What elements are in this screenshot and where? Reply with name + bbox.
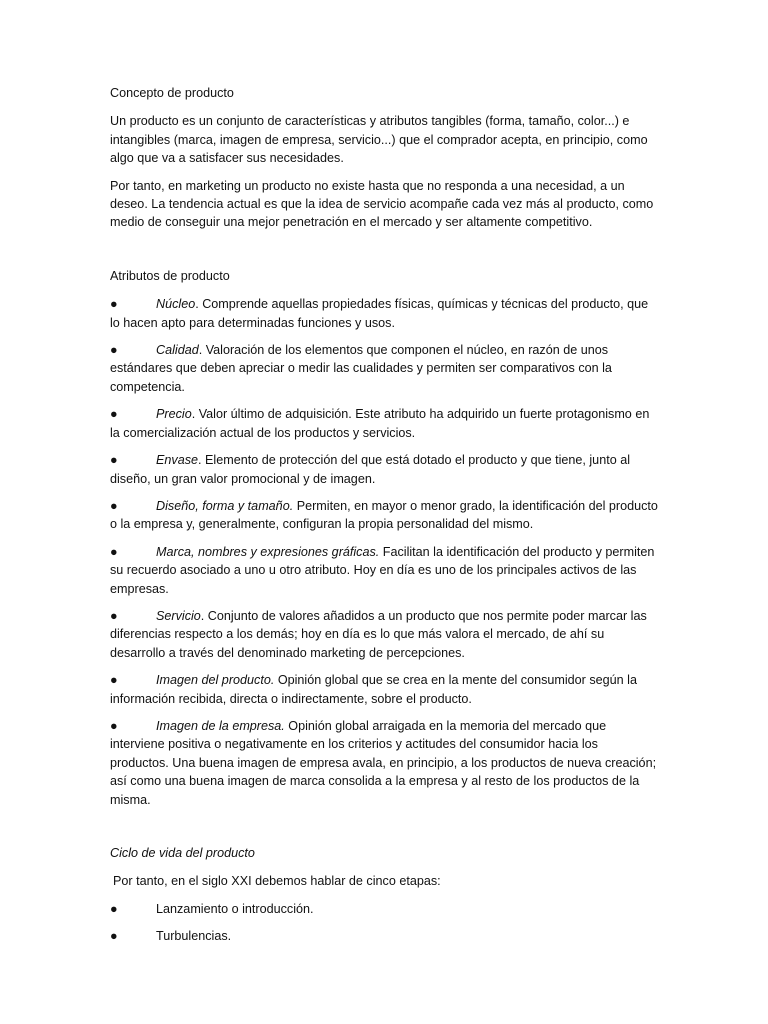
bullet-icon: ● [110,901,118,916]
paragraph: Por tanto, en marketing un producto no existe hasta que no responda a una necesidad, a un deseo. La tendencia actual es que la idea de servicio acompañe cada vez más al producto, como medio de conseguir una mejor penetración en el mercado y ser altamente competitivo. [110,178,654,230]
list-item-term: Precio [156,407,192,422]
list-item [110,543,660,598]
section-title-concepto: Concepto de producto [110,86,234,100]
list-item [110,671,660,708]
list-item-text: . Elemento de protección del que está dotado el producto y que tiene, junto al diseño, un gran valor promocional y de imagen. [110,453,630,486]
bullet-icon: ● [110,297,118,312]
bullet-icon: ● [110,929,118,944]
list-item [110,607,660,662]
list-item-text: . Valor último de adquisición. Este atributo ha adquirido un fuerte protagonismo en la comercialización actual de los productos y servicios. [110,407,650,440]
bullet-icon: ● [110,544,118,559]
list-item-term: Calidad [156,343,199,358]
list-item-text: Opinión global arraigada en la memoria del mercado que interviene positiva o negativamente en los criterios y actitudes del consumidor hacia los productos. Una buena imagen de empresa avala, en principio, a los productos de nueva creación; así como una buena imagen de marca consolida a la empresa y al resto de los productos de la misma. [110,718,657,807]
bullet-icon: ● [110,718,118,733]
list-item-text: . Comprende aquellas propiedades físicas, químicas y técnicas del producto, que lo hacen apto para determinadas funciones y usos. [110,297,649,330]
list-item-term: Servicio [156,608,201,623]
bullet-icon: ● [110,407,118,422]
list-item [110,717,660,809]
list-item-text: . Conjunto de valores añadidos a un producto que nos permite poder marcar las diferencias respecto a los demás; hoy en día es lo que más valora el mercado, de ahí su desarrollo a través del denominado marketing de percepciones. [110,608,647,660]
list-item-term: Diseño, forma y tamaño. [156,498,294,513]
list-item-term: Núcleo [156,297,196,312]
list-item-text: Turbulencias. [156,929,232,944]
bullet-icon: ● [110,453,118,468]
list-item-text: . Valoración de los elementos que componen el núcleo, en razón de unos estándares que deben apreciar o medir las cualidades y permiten ser comparativos con la competencia. [110,343,612,394]
list-item-text: Opinión global que se crea en la mente del consumidor según la información recibida, directa o indirectamente, sobre el producto. [110,673,637,706]
list-item-text: Facilitan la identificación del producto y permiten su recuerdo asociado a uno u otro atributo. Hoy en día es uno de los principales activos de las empresas. [110,544,655,596]
list-item-term: Envase [156,453,199,468]
list-item-text: Permiten, en mayor o menor grado, la identificación del producto o la empresa y, generalmente, configuran la propia personalidad del mismo. [110,498,658,532]
list-item [110,927,660,945]
bullet-icon: ● [110,608,118,623]
bullet-icon: ● [110,343,118,358]
bullet-icon: ● [110,673,118,688]
list-item [110,900,660,918]
section-title-atributos: Atributos de producto [110,268,230,283]
list-item [110,341,660,396]
list-item [110,405,660,442]
list-item-text: Lanzamiento o introducción. [156,901,314,916]
list-item-term: Marca, nombres y expresiones gráficas. [156,544,380,559]
paragraph: Por tanto, en el siglo XXI debemos hablar de cinco etapas: [113,874,441,889]
bullet-icon: ● [110,498,118,513]
list-item-term: Imagen de la empresa. [156,718,285,733]
paragraph: Un producto es un conjunto de características y atributos tangibles (forma, tamaño, color...) e intangibles (marca, imagen de empresa, servicio...) que el comprador acepta, en principio, como algo que va a satisfacer sus necesidades. [110,114,648,166]
list-item [110,497,660,534]
document-page [110,84,660,955]
list-item [110,451,660,488]
section-title-ciclo: Ciclo de vida del producto [110,846,255,860]
list-item-term: Imagen del producto. [156,673,275,688]
list-item [110,295,660,332]
